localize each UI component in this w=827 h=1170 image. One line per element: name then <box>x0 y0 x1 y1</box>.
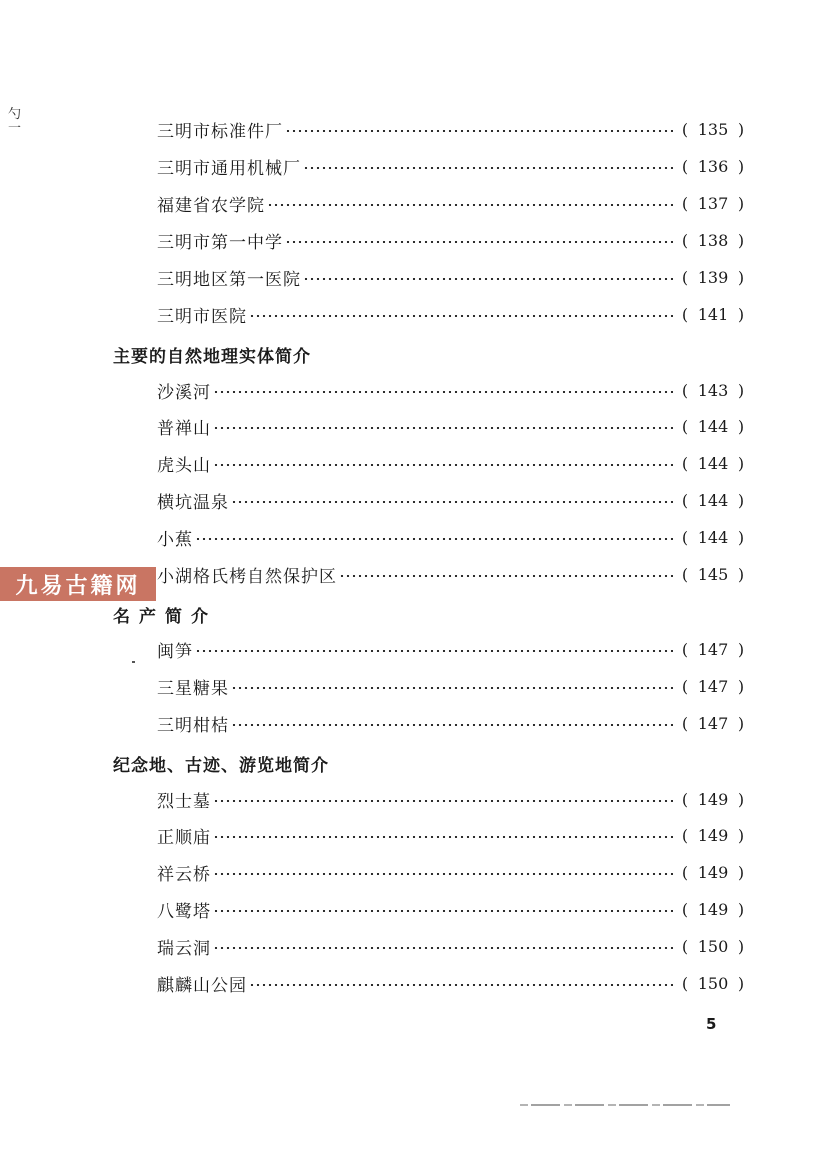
dot-leader <box>249 315 673 317</box>
toc-page-ref: ( 138 ) <box>681 230 745 250</box>
toc-page-number: 137 <box>697 193 729 213</box>
toc-page-ref: ( 149 ) <box>681 789 745 809</box>
toc-entry <box>157 227 749 253</box>
dot-leader <box>231 501 673 503</box>
toc-entry-title: 八鹭塔 <box>157 901 211 922</box>
toc-page-ref: ( 135 ) <box>681 119 745 139</box>
toc-entry-title: 虎头山 <box>157 455 211 476</box>
toc-page-number: 149 <box>697 825 729 845</box>
dot-leader <box>285 130 673 132</box>
toc-page-number: 147 <box>697 639 729 659</box>
toc-page-number: 149 <box>697 899 729 919</box>
toc-page-ref: ( 136 ) <box>681 156 745 176</box>
toc-page-number: 141 <box>697 304 729 324</box>
toc-entry <box>157 970 749 996</box>
toc-page-ref: ( 139 ) <box>681 267 745 287</box>
toc-page-ref: ( 144 ) <box>681 490 745 510</box>
dot-leader <box>195 650 673 652</box>
toc-entry-title: 麒麟山公园 <box>157 975 247 996</box>
toc-entry-title: 横坑温泉 <box>157 492 229 513</box>
toc-page-number: 150 <box>697 973 729 993</box>
toc-page-number: 139 <box>697 267 729 287</box>
toc-page-ref: ( 141 ) <box>681 304 745 324</box>
toc-page-ref: ( 147 ) <box>681 676 745 696</box>
toc-page-number: 149 <box>697 862 729 882</box>
toc-entry <box>157 524 749 550</box>
dot-leader <box>213 873 673 875</box>
toc-entry-title: 福建省农学院 <box>157 195 265 216</box>
toc-entry-title: 三明市第一中学 <box>157 232 283 253</box>
dot-leader <box>285 241 673 243</box>
toc-page-ref: ( 149 ) <box>681 899 745 919</box>
dot-leader <box>231 687 673 689</box>
toc-entry-title: 三明市标准件厂 <box>157 121 283 142</box>
toc-page-number: 138 <box>697 230 729 250</box>
toc-page-number: 136 <box>697 156 729 176</box>
toc-page-ref: ( 143 ) <box>681 380 745 400</box>
toc-entry <box>157 561 749 587</box>
toc-entry <box>157 377 749 403</box>
toc-page-number: 143 <box>697 380 729 400</box>
toc-page-ref: ( 147 ) <box>681 713 745 733</box>
toc-entry <box>157 933 749 959</box>
toc-page-ref: ( 144 ) <box>681 416 745 436</box>
toc-entry-title: 小蕉 <box>157 529 193 550</box>
dot-leader <box>249 984 673 986</box>
toc-entry <box>157 264 749 290</box>
toc-page-ref: ( 144 ) <box>681 453 745 473</box>
toc-entry <box>157 301 749 327</box>
toc-page-number: 135 <box>697 119 729 139</box>
toc-entry <box>157 153 749 179</box>
toc-entry-title: 三明柑桔 <box>157 715 229 736</box>
toc-entry-title: 三明地区第一医院 <box>157 269 301 290</box>
dot-leader <box>303 278 673 280</box>
toc-entry <box>157 786 749 812</box>
section-heading: 纪念地、古迹、游览地简介 <box>113 756 329 776</box>
toc-entry <box>157 896 749 922</box>
toc-page-number: 144 <box>697 527 729 547</box>
toc-page-ref: ( 149 ) <box>681 862 745 882</box>
dot-leader <box>213 464 673 466</box>
dot-leader <box>213 947 673 949</box>
toc-page-ref: ( 137 ) <box>681 193 745 213</box>
toc-entry-title: 普禅山 <box>157 418 211 439</box>
toc-entry <box>157 822 749 848</box>
toc-entry-title: 三明市通用机械厂 <box>157 158 301 179</box>
toc-page-ref: ( 150 ) <box>681 936 745 956</box>
toc-entry <box>157 116 749 142</box>
toc-page-ref: ( 150 ) <box>681 973 745 993</box>
toc-page-ref: ( 147 ) <box>681 639 745 659</box>
scan-artifact-line <box>520 1104 730 1106</box>
dot-leader <box>303 167 673 169</box>
toc-page-number: 144 <box>697 453 729 473</box>
toc-entry <box>157 190 749 216</box>
page-number: 5 <box>706 1015 717 1033</box>
toc-entry <box>157 673 749 699</box>
toc-entry <box>157 710 749 736</box>
toc-page-number: 145 <box>697 564 729 584</box>
toc-entry-title: 三星糖果 <box>157 678 229 699</box>
dot-leader <box>213 910 673 912</box>
section-heading: 主要的自然地理实体简介 <box>113 347 311 367</box>
toc-entry-title: 小湖格氏栲自然保护区 <box>157 566 337 587</box>
toc-entry-title: 三明市医院 <box>157 306 247 327</box>
toc-page-number: 144 <box>697 490 729 510</box>
dot-leader <box>231 724 673 726</box>
toc-entry-title: 瑞云洞 <box>157 938 211 959</box>
toc-entry-title: 闽笋 <box>157 641 193 662</box>
toc-entry-title: 烈士墓 <box>157 791 211 812</box>
dot-leader <box>213 800 673 802</box>
dot-leader <box>339 575 673 577</box>
toc-entry-title: 沙溪河 <box>157 382 211 403</box>
toc-entry <box>157 450 749 476</box>
toc-page-number: 144 <box>697 416 729 436</box>
margin-mark: 勺 一 <box>8 107 22 136</box>
toc-entry <box>157 859 749 885</box>
toc-entry <box>157 487 749 513</box>
toc-entry <box>157 636 749 662</box>
section-heading: 名产简介 <box>113 607 217 627</box>
dot-leader <box>267 204 673 206</box>
dot-leader <box>213 836 673 838</box>
dot-leader <box>195 538 673 540</box>
watermark-banner: 九易古籍网 <box>0 567 156 601</box>
toc-entry <box>157 413 749 439</box>
toc-entry-title: 祥云桥 <box>157 864 211 885</box>
dot-leader <box>213 391 673 393</box>
scan-speck <box>132 661 135 663</box>
toc-page-ref: ( 149 ) <box>681 825 745 845</box>
toc-page-ref: ( 144 ) <box>681 527 745 547</box>
toc-page-number: 147 <box>697 676 729 696</box>
toc-page-number: 149 <box>697 789 729 809</box>
toc-page-ref: ( 145 ) <box>681 564 745 584</box>
dot-leader <box>213 427 673 429</box>
toc-page-number: 150 <box>697 936 729 956</box>
toc-page-number: 147 <box>697 713 729 733</box>
toc-entry-title: 正顺庙 <box>157 827 211 848</box>
